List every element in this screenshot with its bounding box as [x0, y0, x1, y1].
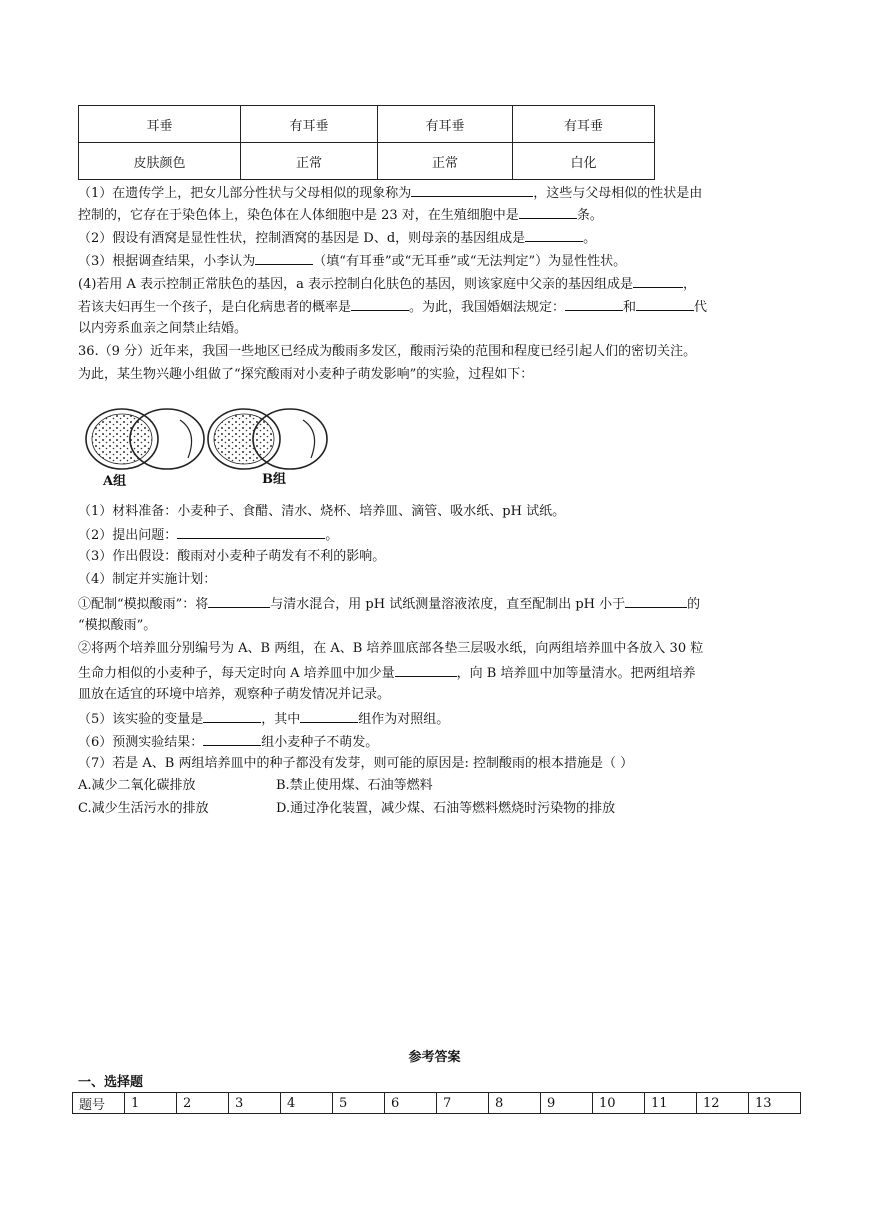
table-cell: 5 [333, 1093, 385, 1114]
table-cell: 8 [489, 1093, 541, 1114]
option-a[interactable]: A.减少二氧化碳排放 [78, 778, 196, 793]
answer-table [72, 1092, 801, 1114]
table-cell: 题号 [73, 1093, 125, 1114]
answer-blank[interactable] [525, 227, 583, 242]
table-cell: 正常 [241, 143, 378, 180]
answer-blank[interactable] [351, 296, 409, 311]
answer-blank[interactable] [519, 204, 577, 219]
q36-step-4-2: ②将两个培养皿分别编号为 A、B 两组，在 A、B 培养皿底部各垫三层吸水纸，向两组培养皿中各放入 30 粒 [78, 641, 704, 656]
answer-blank[interactable] [411, 182, 533, 197]
option-b[interactable]: B.禁止使用煤、石油等燃料 [276, 778, 433, 793]
answer-blank[interactable] [633, 273, 683, 288]
table-cell: 1 [125, 1093, 177, 1114]
dish-a-label: A组 [103, 474, 127, 489]
q35-line-1: （1）在遗传学上，把女儿部分性状与父母相似的现象称为 ，这些与父母相似的性状是由 [78, 182, 702, 204]
table-cell: 11 [645, 1093, 697, 1114]
table-cell: 有耳垂 [513, 106, 655, 143]
q36-step-7: （7）若是 A、B 两组培养皿中的种子都没有发芽，则可能的原因是: 控制酸雨的根本措施是（ ） [78, 756, 634, 771]
table-row [79, 106, 655, 143]
answer-blank[interactable] [565, 296, 623, 311]
trait-table [78, 105, 655, 180]
answer-blank[interactable] [255, 250, 313, 265]
dish-b-label: B组 [262, 472, 286, 487]
table-cell: 6 [385, 1093, 437, 1114]
q36-step-4-1-cont: “模拟酸雨”。 [78, 618, 157, 633]
table-cell: 9 [541, 1093, 593, 1114]
table-row [73, 1093, 801, 1114]
table-cell: 皮肤颜色 [79, 143, 241, 180]
q35-line-2: 控制的，它存在于染色体上，染色体在人体细胞中是 23 对，在生殖细胞中是 条。 [78, 204, 603, 226]
table-cell: 7 [437, 1093, 489, 1114]
answer-blank[interactable] [203, 731, 261, 746]
option-c[interactable]: C.减少生活污水的排放 [78, 801, 209, 816]
q36-intro-2: 为此，某生物兴趣小组做了“探究酸雨对小麦种子萌发影响”的实验，过程如下： [78, 367, 534, 382]
q35-line-3: （2）假设有酒窝是显性性状，控制酒窝的基因是 D、d，则母亲的基因组成是 。 [78, 227, 596, 249]
q35-line-4: （3）根据调查结果，小李认为 （填“有耳垂”或“无耳垂”或“无法判定”）为显性性状。 [78, 250, 626, 272]
table-cell: 有耳垂 [241, 106, 378, 143]
q35-line-7: 以内旁系血亲之间禁止结婚。 [78, 321, 248, 336]
q36-step-1: （1）材料准备：小麦种子、食醋、清水、烧杯、培养皿、滴管、吸水纸、pH 试纸。 [78, 504, 566, 519]
table-cell: 13 [749, 1093, 801, 1114]
q36-step-4: （4）制定并实施计划： [78, 572, 217, 587]
table-cell: 12 [697, 1093, 749, 1114]
table-cell: 3 [229, 1093, 281, 1114]
answers-title: 参考答案 [408, 1050, 461, 1065]
option-d[interactable]: D.通过净化装置，减少煤、石油等燃料燃烧时污染物的排放 [276, 801, 616, 816]
answer-blank[interactable] [177, 524, 325, 539]
q36-step-4-1: ①配制“模拟酸雨”：将 与清水混合，用 pH 试纸测量溶液浓度，直至配制出 pH 小于 的 [78, 593, 700, 615]
table-row [79, 143, 655, 180]
answer-blank[interactable] [636, 296, 694, 311]
table-cell: 正常 [378, 143, 513, 180]
q35-line-5: (4)若用 A 表示控制正常肤色的基因，a 表示控制白化肤色的基因，则该家庭中父亲的基因组成是 ， [78, 273, 696, 295]
section-heading: 一、选择题 [78, 1075, 144, 1090]
q36-step-2: （2）提出问题： 。 [78, 524, 338, 546]
answer-blank[interactable] [208, 593, 270, 608]
table-cell: 2 [177, 1093, 229, 1114]
q35-line-6: 若该夫妇再生一个孩子，是白化病患者的概率是 。为此，我国婚姻法规定： 和 代 [78, 296, 707, 318]
dish-a-icon [86, 409, 204, 469]
table-cell: 耳垂 [79, 106, 241, 143]
answer-blank[interactable] [625, 593, 687, 608]
q36-step-4-2-cont: 生命力相似的小麦种子，每天定时向 A 培养皿中加少量 ，向 B 培养皿中加等量清水。把两组培养 [78, 662, 695, 684]
q36-step-5: （5）该实验的变量是 ，其中 组作为对照组。 [78, 708, 449, 730]
answer-blank[interactable] [300, 708, 358, 723]
q36-step-4-2-end: 皿放在适宜的环境中培养，观察种子萌发情况并记录。 [78, 687, 391, 702]
table-cell: 白化 [513, 143, 655, 180]
q36-step-6: （6）预测实验结果： 组小麦种子不萌发。 [78, 731, 378, 753]
q36-step-3: （3）作出假设：酸雨对小麦种子萌发有不利的影响。 [78, 549, 386, 564]
answer-blank[interactable] [203, 708, 261, 723]
answer-blank[interactable] [395, 662, 457, 677]
table-cell: 4 [281, 1093, 333, 1114]
table-cell: 有耳垂 [378, 106, 513, 143]
table-cell: 10 [593, 1093, 645, 1114]
dish-b-icon [208, 409, 327, 469]
q36-intro-1: 36.（9 分）近年来，我国一些地区已经成为酸雨多发区，酸雨污染的范围和程度已经引起人们的密切关注。 [78, 344, 697, 359]
